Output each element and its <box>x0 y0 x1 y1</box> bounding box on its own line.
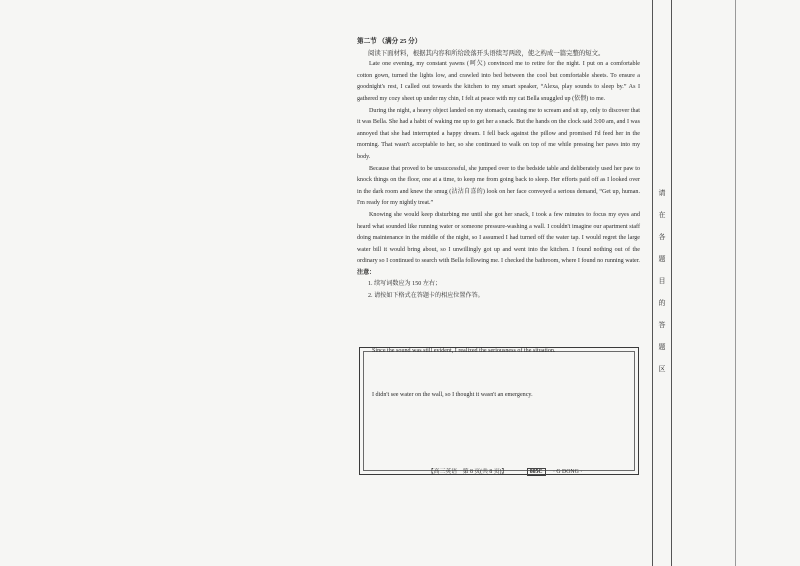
side-char: 请 <box>658 189 666 197</box>
passage-paragraph: Knowing she would keep disturbing me until she got her snack, I took a few minutes to focus my eyes and heard what sounded like running water or someone pressure-washing a wall. I couldn't imagine our apartment staff doing maintenance in the middle of the night, so I assumed I had turned off the water tap. I would regret the large water bill it would bring about, so I unwillingly got up and went into the kitchen. I found nothing out of the ordinary so I continued to search with Bella following me. I checked the bathroom, where I found no running water. <box>357 211 640 265</box>
instruction-text: 阅读下面材料，根据其内容和所给段落开头语续写两段，使之构成一篇完整的短文。 <box>368 49 605 57</box>
side-char: 在 <box>658 211 666 219</box>
answer-box <box>359 347 639 475</box>
paragraph-opener-2: I didn't see water on the wall, so I thought it wasn't an emergency. <box>372 392 533 398</box>
binding-line-right <box>671 0 672 566</box>
paragraph-opener-1: Since the sound was still evident, I realized the seriousness of the situation. <box>372 348 556 354</box>
page-footer <box>428 466 658 476</box>
side-char: 区 <box>658 365 666 373</box>
notes-label: 注意： <box>357 269 376 276</box>
side-char: 的 <box>658 299 666 307</box>
passage-paragraph: Because that proved to be unsuccessful, she jumped over to the bedside table and deliberately used her paw to knock things on the floor, one at a time, to keep me from going back to sleep. Her efforts paid off as I looked over in the dark room and knew the smug (沾沾自喜的) look on her face conveyed a serious demand, “Get up, human. I'm ready for my nightly treat.” <box>357 165 640 207</box>
section-heading: 第二节 （满分 25 分） <box>357 38 422 45</box>
side-char: 各 <box>658 233 666 241</box>
side-char: 答 <box>658 321 666 329</box>
note-item: 1. 续写词数应为 150 左右； <box>368 281 442 288</box>
binding-line-faint <box>735 0 736 566</box>
question-content <box>357 36 640 303</box>
reading-passage <box>357 59 640 268</box>
footer-exam-code: 805C <box>527 468 546 476</box>
side-char: 题 <box>658 255 666 263</box>
side-char: 题 <box>658 343 666 351</box>
answer-box-inner-frame <box>363 351 635 471</box>
binding-line-left <box>652 0 653 566</box>
passage-paragraph: Late one evening, my constant yawns (呵欠) convinced me to retire for the night. I put on a comfortable cotton gown, turned the lights low, and crawled into bed between the cool but comfortable sheets. To ensure a goodnight's rest, I called out towards the kitchen to my smart speaker, “Alexa, play sounds to sleep by.” As I gathered my cozy sheet up under my chin, I felt at peace with my cat Bella snuggled up (依偎) to me. <box>357 61 640 102</box>
footer-page-info: 【高三英语 第 8 页(共 8 页)】 <box>428 469 508 475</box>
side-char: 目 <box>658 277 666 285</box>
footer-brand: · G DONG · <box>553 469 583 475</box>
note-item: 2. 请按如下格式在答题卡的相应位置作答。 <box>368 293 484 300</box>
passage-paragraph: During the night, a heavy object landed on my stomach, causing me to scream and sit up, only to discover that it was Bella. She had a habit of waking me up to get her a snack. But the hands on the clock said 3:00 am, and I was annoyed that she had interrupted a happy dream. I fell back against the pillow and promised I'd feed her in the morning. That wasn't acceptable to her, so she continued to walk on top of me while pressing her paws into my body. <box>357 107 640 160</box>
binding-margin-text <box>657 188 667 386</box>
